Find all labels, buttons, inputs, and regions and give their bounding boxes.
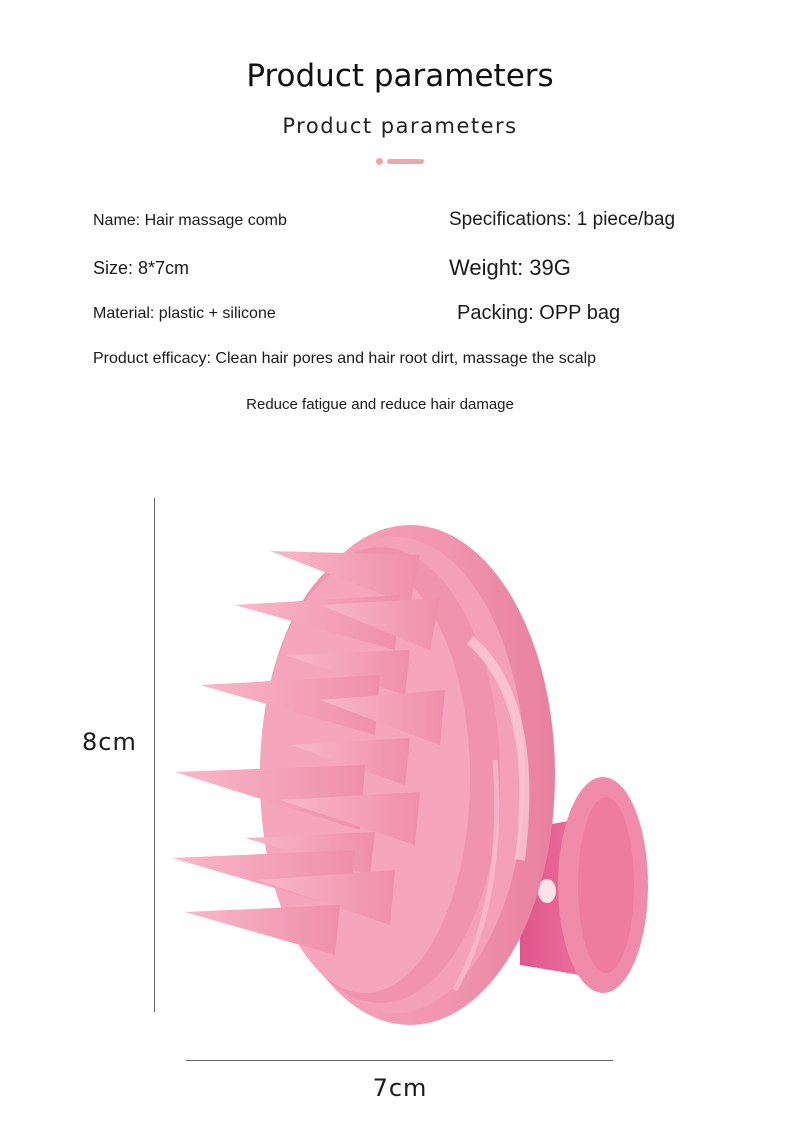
param-packing: Packing: OPP bag [457, 302, 621, 324]
height-dimension-label: 8cm [82, 728, 137, 756]
param-weight: Weight: 39G [449, 255, 571, 280]
width-dimension-line [186, 1060, 613, 1061]
page-title: Product parameters [246, 58, 554, 94]
param-material: Material: plastic + silicone [93, 305, 276, 322]
divider-dot [376, 158, 383, 165]
massage-comb-image [160, 515, 660, 1030]
divider-bar [387, 159, 424, 164]
title-divider [376, 157, 426, 165]
height-dimension-line [154, 498, 155, 1012]
param-size: Size: 8*7cm [93, 258, 190, 278]
param-name: Name: Hair massage comb [93, 212, 287, 229]
page-subtitle: Product parameters [282, 114, 518, 138]
param-efficacy-line-2: Reduce fatigue and reduce hair damage [246, 396, 514, 413]
param-specifications: Specifications: 1 piece/bag [449, 209, 676, 230]
width-dimension-label: 7cm [372, 1074, 428, 1102]
param-efficacy: Product efficacy: Clean hair pores and hair root dirt, massage the scalp [93, 350, 597, 367]
